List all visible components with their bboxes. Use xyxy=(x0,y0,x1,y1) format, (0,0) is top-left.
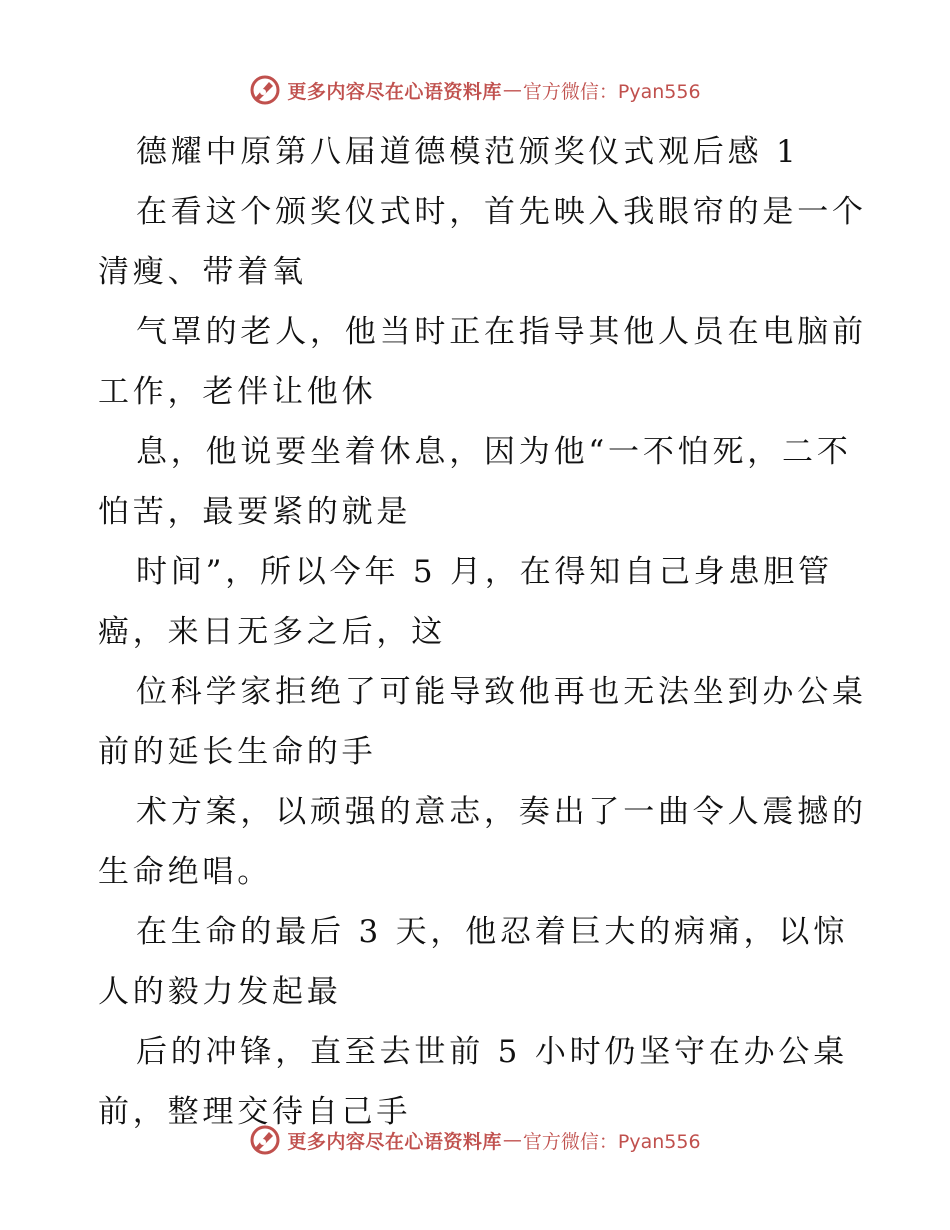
text-line: 怕苦，最要紧的就是 xyxy=(98,494,412,530)
text-line: 前的延长生命的手 xyxy=(98,734,377,770)
text-line: 息，他说要坐着休息，因为他“一不怕死，二不 xyxy=(136,434,852,470)
footer-banner-text: 更多内容尽在心语资料库 xyxy=(287,1130,502,1153)
footer-banner-dash: — xyxy=(502,1129,522,1151)
text-line: 德耀中原第八届道德模范颁奖仪式观后感 1 xyxy=(136,134,800,170)
text-line: 术方案，以顽强的意志，奏出了一曲令人震撼的 xyxy=(136,794,867,830)
text-line: 后的冲锋，直至去世前 5 小时仍坚守在办公桌 xyxy=(136,1034,849,1070)
text-line: 前，整理交待自己手 xyxy=(98,1094,412,1130)
text-line: 位科学家拒绝了可能导致他再也无法坐到办公桌 xyxy=(136,674,867,710)
text-line: 人的毅力发起最 xyxy=(98,974,342,1010)
text-line: 生命绝唱。 xyxy=(98,854,272,890)
text-line: 在生命的最后 3 天，他忍着巨大的病痛，以惊 xyxy=(136,914,849,950)
text-line: 时间”，所以今年 5 月，在得知自己身患胆管 xyxy=(136,554,833,590)
footer-banner xyxy=(0,1120,950,1160)
text-line: 气罩的老人，他当时正在指导其他人员在电脑前 xyxy=(136,314,867,350)
text-line: 在看这个颁奖仪式时，首先映入我眼帘的是一个 xyxy=(136,194,867,230)
document-body xyxy=(98,122,878,1142)
logo-icon xyxy=(249,1124,281,1156)
text-line: 癌，来日无多之后，这 xyxy=(98,614,446,650)
text-line: 工作，老伴让他休 xyxy=(98,374,377,410)
header-banner-text: 更多内容尽在心语资料库 xyxy=(287,80,502,103)
header-banner-wechat: 官方微信：Pyan556 xyxy=(522,80,701,103)
header-banner xyxy=(0,70,950,110)
logo-icon xyxy=(249,74,281,106)
text-line: 清瘦、带着氧 xyxy=(98,254,307,290)
footer-banner-wechat: 官方微信：Pyan556 xyxy=(522,1130,701,1153)
header-banner-dash: — xyxy=(502,79,522,101)
